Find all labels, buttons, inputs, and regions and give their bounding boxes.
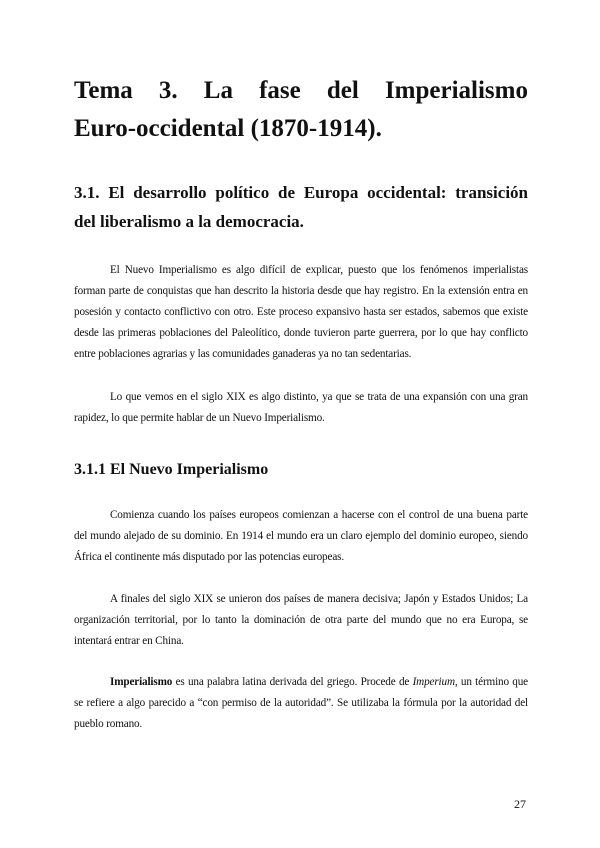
subsection-title: 3.1.1 El Nuevo Imperialismo xyxy=(74,461,269,478)
section-title xyxy=(74,178,528,236)
chapter-title-line2: Euro-occidental (1870-1914). xyxy=(74,115,382,142)
page-number: 27 xyxy=(514,797,526,811)
document-page xyxy=(74,72,528,735)
paragraph-imperialismo-text-a: es una palabra latina derivada del griego. Procede de xyxy=(172,676,413,688)
term-imperium: Imperium xyxy=(412,676,455,688)
paragraph-finales: A finales del siglo XIX se unieron dos países de manera decisiva; Japón y Estados Unidos; La organización territorial, por lo tanto la dominación de otra parte del mundo que no era Europa, se intentará entrar en China. xyxy=(74,593,528,647)
paragraph-imperialismo xyxy=(74,672,528,735)
paragraph-imperialismo-text-b: , un término que se refiere a algo parecido a “con permiso de la autoridad”. Se utilizaba la fórmula por la autoridad del pueblo romano. xyxy=(74,676,528,730)
paragraph-intro: El Nuevo Imperialismo es algo difícil de explicar, puesto que los fenómenos imperialistas forman parte de conquistas que han descrito la historia desde que hay registro. En la extensión entra en posesión y contacto conflictivo con otro. Este proceso expansivo hasta ser estados, sabemos que existe desde las primeras poblaciones del Paleolítico, donde tuvieron parte guerrera, por lo que hay conflicto entre poblaciones agrarias y las comunidades ganaderas ya no tan sedentarias. xyxy=(74,264,528,360)
paragraph-xix: Lo que vemos en el siglo XIX es algo distinto, ya que se trata de una expansión con una gran rapidez, lo que permite hablar de un Nuevo Imperialismo. xyxy=(74,391,528,424)
term-imperialismo: Imperialismo xyxy=(110,676,173,688)
section-title-line2: del liberalismo a la democracia. xyxy=(74,212,304,231)
chapter-title-line1: Tema 3. La fase del Imperialismo xyxy=(74,77,528,104)
paragraph-comienza: Comienza cuando los países europeos comienzan a hacerse con el control de una buena parte del mundo alejado de su dominio. En 1914 el mundo era un claro ejemplo del dominio europeo, siendo África el continente más disputado por las potencias europeas. xyxy=(74,509,528,563)
chapter-title xyxy=(74,72,528,148)
section-title-line1: 3.1. El desarrollo político de Europa occidental: transición xyxy=(74,183,528,202)
